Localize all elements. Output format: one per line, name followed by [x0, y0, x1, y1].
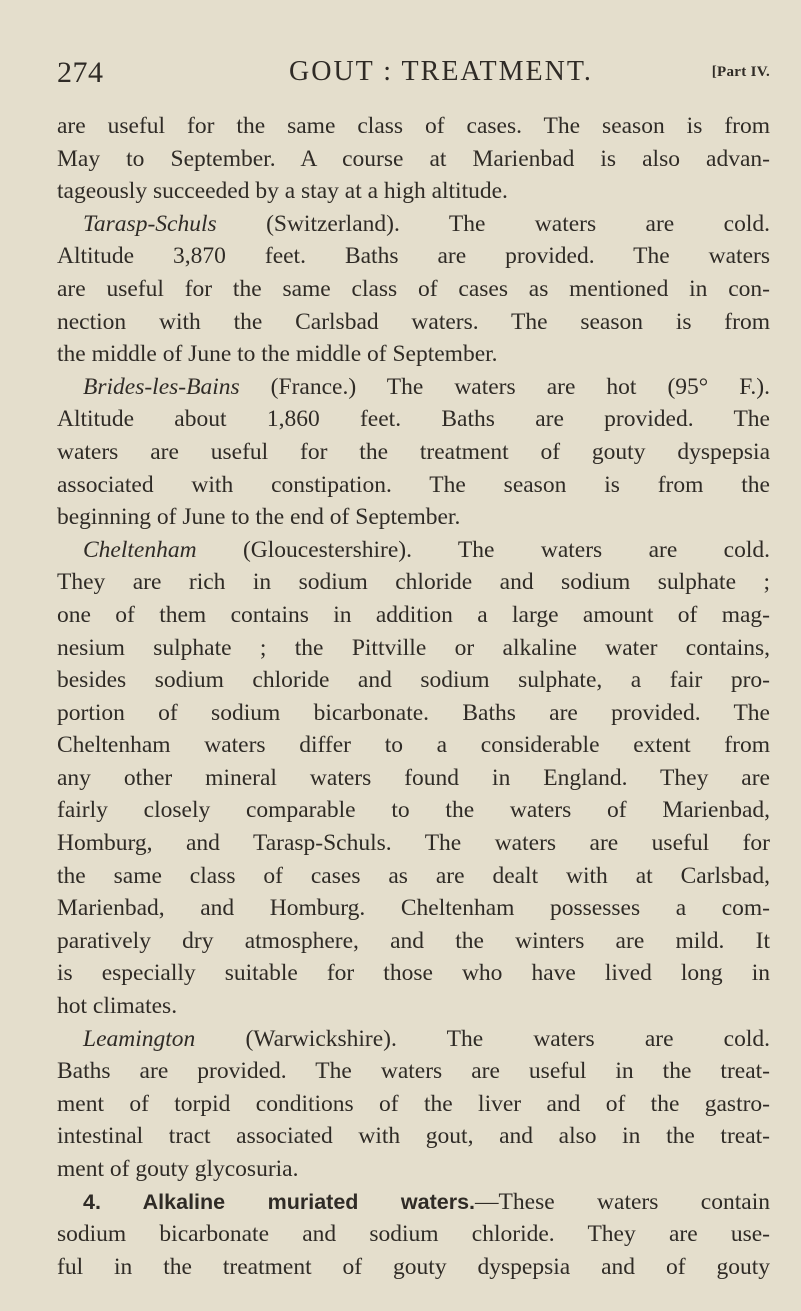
text-run: beginning of June to the end of September. — [57, 504, 461, 531]
place-name: Cheltenham — [83, 536, 197, 563]
text-run: Cheltenham waters differ to a considerable extent from — [57, 732, 770, 759]
text-run: associated with constipation. The season is from the — [57, 471, 770, 498]
text-run: Marienbad, and Homburg. Cheltenham possesses a com- — [57, 895, 770, 922]
text-line — [57, 1023, 770, 1056]
text-run: —These waters contain — [475, 1188, 770, 1215]
text-line — [57, 664, 770, 697]
text-run: ment of gouty glycosuria. — [57, 1156, 299, 1182]
text-run: hot climates. — [57, 993, 178, 1020]
text-line — [57, 599, 770, 632]
text-run: are useful for the same class of cases. The season is from — [57, 113, 770, 139]
running-header — [57, 56, 770, 96]
text-run: the middle of June to the middle of September. — [57, 341, 498, 368]
text-line — [57, 143, 770, 176]
text-line — [57, 1120, 770, 1153]
text-run: Altitude about 1,860 feet. Baths are provided. The — [57, 406, 770, 433]
text-run: (Warwickshire). The waters are cold. — [195, 1025, 770, 1052]
text-line — [57, 403, 770, 436]
text-line — [57, 762, 770, 795]
text-line — [57, 1251, 770, 1284]
text-run: is especially suitable for those who have lived long in — [57, 960, 770, 987]
text-line — [57, 1088, 770, 1121]
text-line — [57, 306, 770, 339]
text-line — [57, 534, 770, 567]
text-line — [57, 1218, 770, 1251]
text-run: besides sodium chloride and sodium sulphate, a fair pro- — [57, 667, 770, 694]
text-line — [57, 566, 770, 599]
body-text — [57, 110, 770, 1283]
text-run: are useful for the same class of cases as mentioned in con- — [57, 275, 770, 302]
text-line — [57, 371, 770, 404]
text-line — [57, 827, 770, 860]
text-run: (Switzerland). The waters are cold. — [216, 210, 770, 237]
place-name: Brides-les-Bains — [83, 373, 240, 400]
text-run: one of them contains in addition a large amount of mag- — [57, 601, 770, 628]
text-run: They are rich in sodium chloride and sodium sulphate ; — [57, 569, 770, 596]
text-run: sodium bicarbonate and sodium chloride. They are use- — [57, 1221, 770, 1248]
text-run: the same class of cases as are dealt with at Carlsbad, — [57, 862, 770, 889]
running-title: GOUT : TREATMENT. — [289, 56, 593, 87]
text-run: fairly closely comparable to the waters of Marienbad, — [57, 797, 770, 824]
text-line — [57, 436, 770, 469]
section-heading: 4. Alkaline muriated waters. — [83, 1189, 476, 1214]
text-line — [57, 1055, 770, 1088]
place-name: Tarasp-Schuls — [83, 210, 217, 237]
text-run: tageously succeeded by a stay at a high altitude. — [57, 178, 508, 205]
text-run: Altitude 3,870 feet. Baths are provided. The waters — [57, 243, 770, 270]
text-run: Homburg, and Tarasp-Schuls. The waters are useful for — [57, 830, 770, 857]
text-run: nection with the Carlsbad waters. The season is from — [57, 308, 770, 335]
text-line — [57, 794, 770, 827]
text-run: portion of sodium bicarbonate. Baths are provided. The — [57, 699, 770, 726]
text-run: (France.) The waters are hot (95° F.). — [239, 373, 770, 400]
place-name: Leamington — [83, 1025, 196, 1052]
text-line — [57, 240, 770, 273]
text-line — [57, 925, 770, 958]
text-run: Baths are provided. The waters are useful in the treat- — [57, 1058, 770, 1085]
text-line — [57, 1153, 770, 1186]
text-line — [57, 1186, 770, 1219]
text-line — [57, 697, 770, 730]
page-number: 274 — [57, 56, 104, 89]
text-run: (Gloucestershire). The waters are cold. — [196, 536, 770, 563]
text-run: waters are useful for the treatment of gouty dyspepsia — [57, 438, 770, 465]
text-run: May to September. A course at Marienbad is also advan- — [57, 145, 770, 172]
text-run: any other mineral waters found in England. They are — [57, 764, 770, 791]
text-line — [57, 338, 770, 371]
text-line — [57, 110, 770, 143]
text-line — [57, 175, 770, 208]
text-line — [57, 957, 770, 990]
text-run: ful in the treatment of gouty dyspepsia and of gouty — [57, 1253, 770, 1280]
text-line — [57, 501, 770, 534]
text-line — [57, 860, 770, 893]
text-run: intestinal tract associated with gout, and also in the treat- — [57, 1123, 770, 1150]
part-label: [Part IV. — [711, 64, 770, 80]
text-run: nesium sulphate ; the Pittville or alkaline water contains, — [57, 634, 770, 661]
text-line — [57, 632, 770, 665]
text-line — [57, 892, 770, 925]
text-run: paratively dry atmosphere, and the winters are mild. It — [57, 927, 770, 954]
text-line — [57, 273, 770, 306]
text-line — [57, 729, 770, 762]
text-run: ment of torpid conditions of the liver and of the gastro- — [57, 1090, 770, 1117]
text-line — [57, 990, 770, 1023]
text-line — [57, 208, 770, 241]
text-line — [57, 469, 770, 502]
